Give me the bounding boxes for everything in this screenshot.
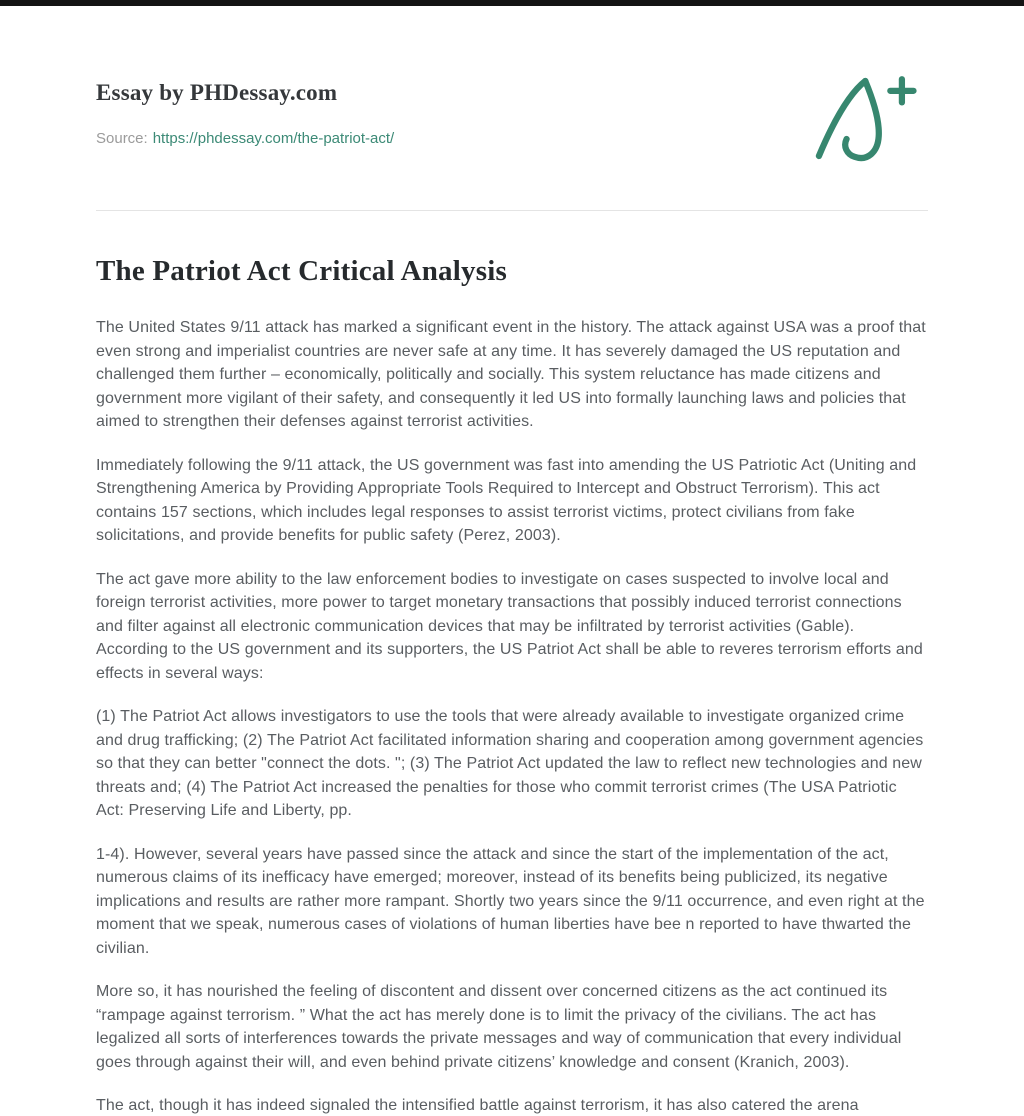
paragraph-5: 1-4). However, several years have passed since the attack and since the start of the implementation of the act, numerous claims of its inefficacy have emerged; moreover, instead of its benefits being publicized, its negative implications and results are rather more rampant. Shortly two years since the 9/11 occurrence, and even right at the moment that we speak, numerous cases of violations of human liberties have bee n reported to have thwarted the civilian. [96, 845, 925, 957]
page-title: The Patriot Act Critical Analysis [96, 255, 507, 287]
paragraph-4: (1) The Patriot Act allows investigators to use the tools that were already available to investigate organized crime and drug trafficking; (2) The Patriot Act facilitated information sharing and cooperation among government agencies so that they can better "connect the dots. "; (3) The Patriot Act updated the law to reflect new technologies and new threats and; (4) The Patriot Act increased the penalties for those who commit terrorist crimes (The USA Patriotic Act: Preserving Life and Liberty, pp. [96, 708, 924, 819]
paragraph-6: More so, it has nourished the feeling of discontent and dissent over concerned citizens as the act continued its “rampage against terrorism. ” What the act has merely done is to limit the privacy of the civilians. The act has legalized all sorts of interferences towards the private messages and way of communication that every individual goes through against their will, and even behind private citizens’ knowledge and consent (Kranich, 2003). [96, 983, 902, 1071]
source-label: Source: [96, 130, 148, 147]
header-divider [96, 210, 928, 211]
paragraph-7: The act, though it has indeed signaled the intensified battle against terrorism, it has also catered the arena [96, 1097, 859, 1114]
source-url-link[interactable]: https://phdessay.com/the-patriot-act/ [152, 130, 395, 147]
phdessay-logo-icon [810, 72, 926, 170]
header [96, 74, 928, 170]
content-area [0, 6, 1024, 1116]
paragraph-3: The act gave more ability to the law enforcement bodies to investigate on cases suspected to involve local and foreign terrorist activities, more power to target monetary transactions that possibly induced terrorist connections and filter against all electronic communication devices that may be infiltrated by terrorist activities (Gable). According to the US government and its supporters, the US Patriot Act shall be able to reveres terrorism efforts and effects in several ways: [96, 570, 923, 682]
header-text-block [96, 74, 394, 147]
essay-article [96, 255, 928, 1116]
paragraph-1: The United States 9/11 attack has marked a significant event in the history. The attack against USA was a proof that even strong and imperialist countries are never safe at any time. It has severely damaged the US reputation and challenged them further – economically, politically and socially. This system reluctance has made citizens and government more vigilant of their safety, and consequently it led US into formally launching laws and policies that aimed to strengthen their defenses against terrorist activities. [96, 319, 926, 430]
source-line [96, 130, 394, 147]
essay-by-heading: Essay by PHDessay.com [96, 80, 338, 105]
paragraph-2: Immediately following the 9/11 attack, the US government was fast into amending the US Patriotic Act (Uniting and Strengthening America by Providing Appropriate Tools Required to Intercept and Obstruct Terrorism). This act contains 157 sections, which includes legal responses to assist terrorist victims, protect civilians from fake solicitations, and provide benefits for public safety (Perez, 2003). [96, 456, 917, 544]
